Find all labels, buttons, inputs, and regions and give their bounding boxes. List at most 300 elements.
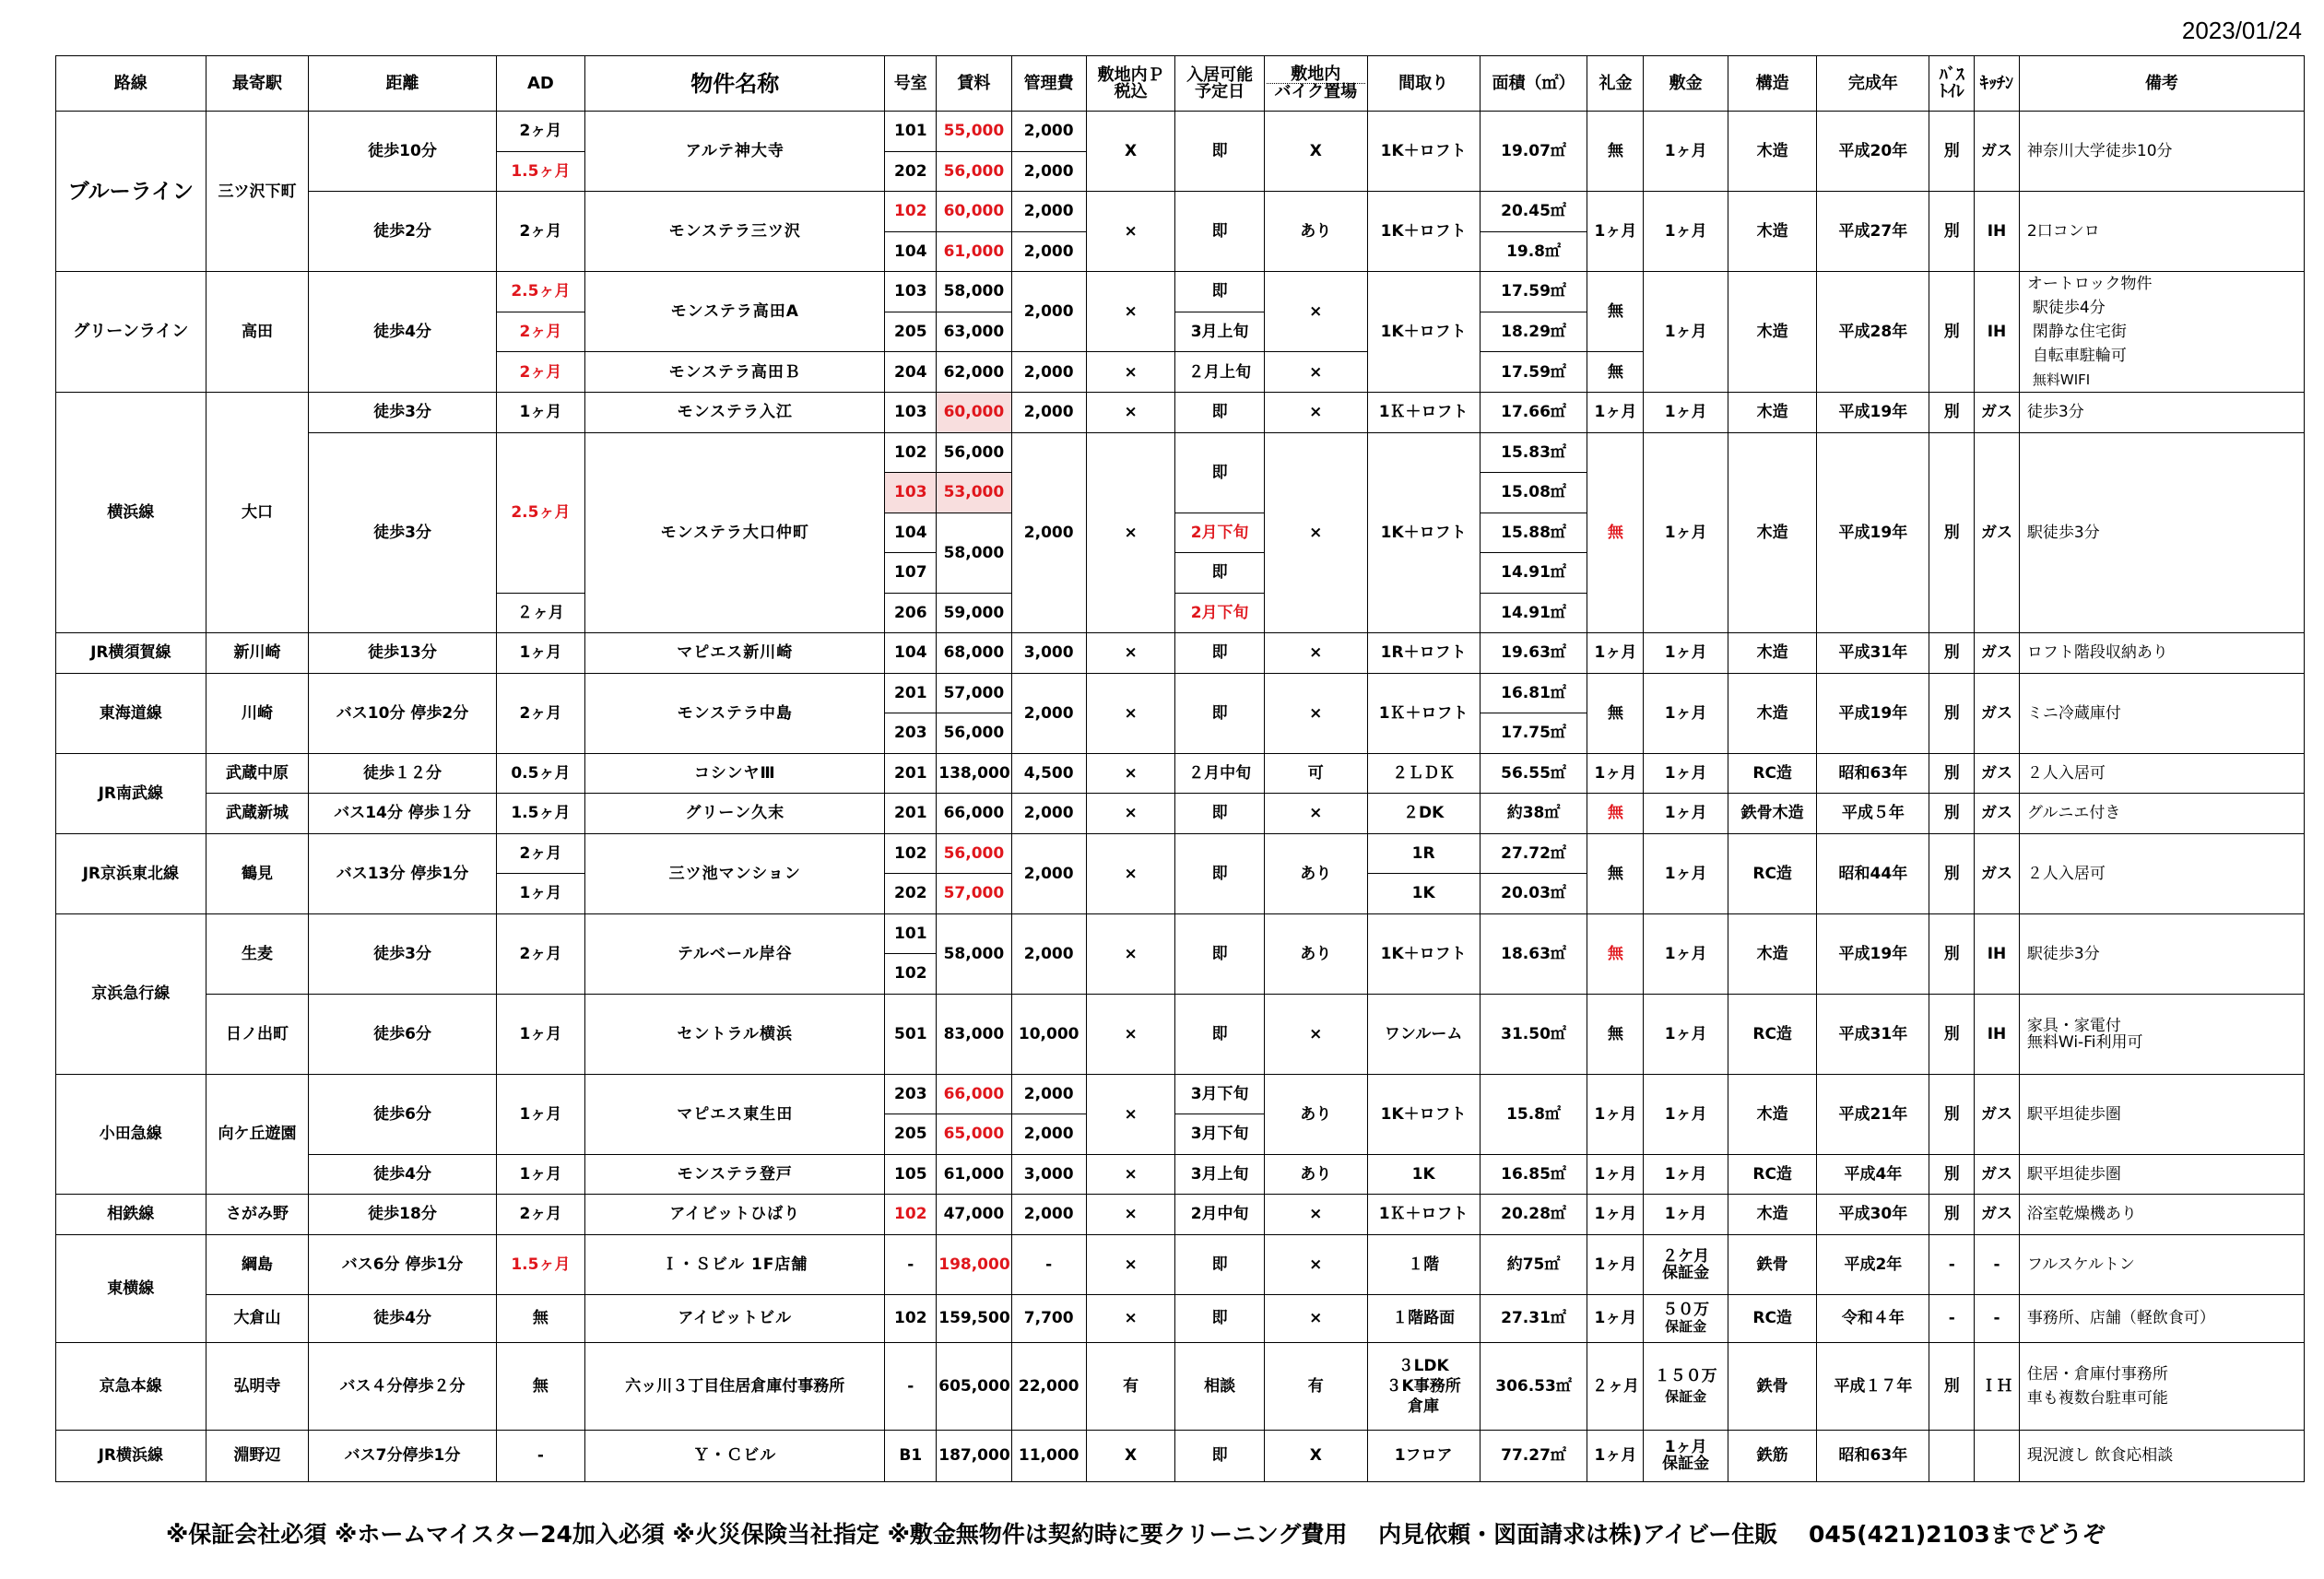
ad-cell: 2ヶ月 xyxy=(496,913,585,994)
distance-cell: 徒歩13分 xyxy=(309,633,496,674)
station-cell: 日ノ出町 xyxy=(206,994,309,1074)
move-in-cell: 即 xyxy=(1175,1234,1265,1294)
key-money-cell: 無 xyxy=(1587,112,1644,192)
key-money-cell: 1ヶ月 xyxy=(1587,1154,1644,1195)
parking-cell: X xyxy=(1086,112,1175,192)
ad-cell: 0.5ヶ月 xyxy=(496,753,585,794)
parking-cell: 有 xyxy=(1086,1342,1175,1430)
notes-cell: ２人入居可 xyxy=(2019,753,2304,794)
room-cell: - xyxy=(885,1234,937,1294)
deposit-cell: 1ヶ月 xyxy=(1644,994,1728,1074)
key-money-cell: 無 xyxy=(1587,272,1644,352)
distance-cell: 徒歩3分 xyxy=(309,393,496,433)
mgmt-cell: 2,000 xyxy=(1011,1114,1086,1155)
bath-cell: 別 xyxy=(1929,112,1975,192)
distance-cell: バス7分停歩1分 xyxy=(309,1430,496,1481)
bike-cell: × xyxy=(1264,1294,1367,1342)
built-cell: 令和４年 xyxy=(1817,1294,1929,1342)
layout-cell: 1Ｋ＋ロフト xyxy=(1367,673,1480,753)
move-in-cell: 3月上旬 xyxy=(1175,1154,1265,1195)
room-cell: 205 xyxy=(885,312,937,352)
rent-cell: 58,000 xyxy=(937,913,1011,994)
area-cell: 16.81㎡ xyxy=(1480,673,1587,713)
route-cell: JR横浜線 xyxy=(56,1430,206,1481)
footer-notes: ※保証会社必須 ※ホームマイスター24加入必須 ※火災保険当社指定 ※敷金無物件は契約時に要クリーニング費用 内見依頼・図面請求は株)アイビー住販 045(421)2103までどうぞ xyxy=(166,1521,2106,1548)
area-cell: 19.8㎡ xyxy=(1480,231,1587,272)
mgmt-cell: 2,000 xyxy=(1011,913,1086,994)
kitchen-cell: - xyxy=(1975,1234,2020,1294)
area-cell: 15.8㎡ xyxy=(1480,1074,1587,1154)
layout-cell: 1Ｋ＋ロフト xyxy=(1367,393,1480,433)
layout-cell: 1K＋ロフト xyxy=(1367,192,1480,272)
table-row xyxy=(56,1154,2305,1195)
rent-cell: 63,000 xyxy=(937,312,1011,352)
table-row xyxy=(56,1074,2305,1114)
area-cell: 20.03㎡ xyxy=(1480,874,1587,914)
room-cell: 104 xyxy=(885,231,937,272)
move-in-cell: ２月上旬 xyxy=(1175,352,1265,393)
kitchen-cell: ガス xyxy=(1975,1074,2020,1154)
station-cell: 大倉山 xyxy=(206,1294,309,1342)
distance-cell: 徒歩4分 xyxy=(309,272,496,393)
station-cell: 高田 xyxy=(206,272,309,393)
rent-cell: 83,000 xyxy=(937,994,1011,1074)
table-row xyxy=(56,833,2305,874)
property-name: コシンヤⅢ xyxy=(585,753,885,794)
move-in-cell: 2月中旬 xyxy=(1175,1195,1265,1235)
layout-cell: 1K＋ロフト xyxy=(1367,432,1480,633)
bike-cell: × xyxy=(1264,673,1367,753)
distance-cell: バス6分 停歩1分 xyxy=(309,1234,496,1294)
area-cell: 17.75㎡ xyxy=(1480,713,1587,754)
kitchen-cell: IH xyxy=(1975,192,2020,272)
key-money-cell: 1ヶ月 xyxy=(1587,1074,1644,1154)
room-cell: 102 xyxy=(885,432,937,473)
layout-cell: 1K＋ロフト xyxy=(1367,112,1480,192)
station-cell: 川崎 xyxy=(206,673,309,753)
bike-cell: 可 xyxy=(1264,753,1367,794)
ad-cell: 1.5ヶ月 xyxy=(496,151,585,192)
kitchen-cell: ＩＨ xyxy=(1975,1342,2020,1430)
kitchen-cell: ガス xyxy=(1975,794,2020,834)
table-row xyxy=(56,794,2305,834)
property-name: アイビットビル xyxy=(585,1294,885,1342)
structure-cell: 木造 xyxy=(1728,192,1817,272)
kitchen-cell: ガス xyxy=(1975,393,2020,433)
notes-cell: オートロック物件 駅徒歩4分 閑静な住宅街 自転車駐輪可 無料WIFI xyxy=(2019,272,2304,393)
room-cell: 205 xyxy=(885,1114,937,1155)
property-name: グリーン久末 xyxy=(585,794,885,834)
area-cell: 15.83㎡ xyxy=(1480,432,1587,473)
built-cell: 平成27年 xyxy=(1817,192,1929,272)
area-cell: 14.91㎡ xyxy=(1480,593,1587,633)
mgmt-cell: 11,000 xyxy=(1011,1430,1086,1481)
bath-cell xyxy=(1929,1430,1975,1481)
property-name: 六ッ川３丁目住居倉庫付事務所 xyxy=(585,1342,885,1430)
header-move-in: 入居可能 予定日 xyxy=(1175,56,1265,112)
notes-cell: 神奈川大学徒歩10分 xyxy=(2019,112,2304,192)
ad-cell: 1ヶ月 xyxy=(496,1154,585,1195)
ad-cell: 1ヶ月 xyxy=(496,874,585,914)
layout-cell: ３LDK ３K事務所 倉庫 xyxy=(1367,1342,1480,1430)
move-in-cell: 3月下旬 xyxy=(1175,1114,1265,1155)
mgmt-cell: 2,000 xyxy=(1011,112,1086,152)
bath-cell: 別 xyxy=(1929,1074,1975,1154)
room-cell: 202 xyxy=(885,874,937,914)
area-cell: 27.72㎡ xyxy=(1480,833,1587,874)
route-cell: 京浜急行線 xyxy=(56,913,206,1074)
area-cell: 77.27㎡ xyxy=(1480,1430,1587,1481)
distance-cell: バス13分 停歩1分 xyxy=(309,833,496,913)
move-in-cell: 即 xyxy=(1175,1430,1265,1481)
rent-cell: 59,000 xyxy=(937,593,1011,633)
bath-cell: 別 xyxy=(1929,1342,1975,1430)
structure-cell: 木造 xyxy=(1728,272,1817,393)
property-name: Ｙ・Ｃビル xyxy=(585,1430,885,1481)
table-row xyxy=(56,633,2305,674)
key-money-cell: 無 xyxy=(1587,913,1644,994)
header-key-money: 礼金 xyxy=(1587,56,1644,112)
key-money-cell: 無 xyxy=(1587,352,1644,393)
deposit-cell: 1ヶ月 xyxy=(1644,913,1728,994)
area-cell: 31.50㎡ xyxy=(1480,994,1587,1074)
structure-cell: 鉄骨 xyxy=(1728,1234,1817,1294)
move-in-cell: 即 xyxy=(1175,272,1265,312)
table-row xyxy=(56,1195,2305,1235)
area-cell: 約38㎡ xyxy=(1480,794,1587,834)
kitchen-cell: IH xyxy=(1975,272,2020,393)
structure-cell: RC造 xyxy=(1728,753,1817,794)
move-in-cell: ２月中旬 xyxy=(1175,753,1265,794)
structure-cell: 木造 xyxy=(1728,913,1817,994)
bath-cell: 別 xyxy=(1929,1154,1975,1195)
date-label: 2023/01/24 xyxy=(2181,17,2302,44)
notes-cell: 現況渡し 飲食応相談 xyxy=(2019,1430,2304,1481)
property-name: モンステラ入江 xyxy=(585,393,885,433)
room-cell: 202 xyxy=(885,151,937,192)
room-cell: 201 xyxy=(885,753,937,794)
table-row xyxy=(56,1234,2305,1294)
rent-cell: 57,000 xyxy=(937,874,1011,914)
route-cell: グリーンライン xyxy=(56,272,206,393)
header-notes: 備考 xyxy=(2019,56,2304,112)
table-row xyxy=(56,432,2305,473)
deposit-cell: 1ヶ月 xyxy=(1644,393,1728,433)
bath-cell: 別 xyxy=(1929,1195,1975,1235)
deposit-cell: ５０万 保証金 xyxy=(1644,1294,1728,1342)
structure-cell: 木造 xyxy=(1728,1195,1817,1235)
rent-cell: 55,000 xyxy=(937,112,1011,152)
table-row xyxy=(56,913,2305,954)
structure-cell: 木造 xyxy=(1728,1074,1817,1154)
ad-cell: - xyxy=(496,1430,585,1481)
move-in-cell: 即 xyxy=(1175,553,1265,594)
property-name: モンステラ登戸 xyxy=(585,1154,885,1195)
rent-cell: 58,000 xyxy=(937,513,1011,593)
move-in-cell: 即 xyxy=(1175,913,1265,994)
rent-cell: 198,000 xyxy=(937,1234,1011,1294)
route-cell: 相鉄線 xyxy=(56,1195,206,1235)
distance-cell: 徒歩2分 xyxy=(309,192,496,272)
table-row xyxy=(56,112,2305,152)
room-cell: 102 xyxy=(885,954,937,995)
distance-cell: バス４分停歩２分 xyxy=(309,1342,496,1430)
move-in-cell: 即 xyxy=(1175,192,1265,272)
move-in-cell: 2月下旬 xyxy=(1175,513,1265,553)
ad-cell: ２ヶ月 xyxy=(496,593,585,633)
key-money-cell: 1ヶ月 xyxy=(1587,393,1644,433)
distance-cell: バス14分 停歩１分 xyxy=(309,794,496,834)
notes-cell: 徒歩3分 xyxy=(2019,393,2304,433)
header-bath: ﾊﾞｽ ﾄｲﾚ xyxy=(1929,56,1975,112)
kitchen-cell: ガス xyxy=(1975,673,2020,753)
route-cell: 東横線 xyxy=(56,1234,206,1342)
mgmt-cell: 2,000 xyxy=(1011,393,1086,433)
bath-cell: 別 xyxy=(1929,913,1975,994)
property-name: マピエス新川崎 xyxy=(585,633,885,674)
move-in-cell: 即 xyxy=(1175,633,1265,674)
built-cell: 平成20年 xyxy=(1817,112,1929,192)
ad-cell: 2ヶ月 xyxy=(496,112,585,152)
route-cell: JR横須賀線 xyxy=(56,633,206,674)
parking-cell: × xyxy=(1086,1074,1175,1154)
rent-cell: 138,000 xyxy=(937,753,1011,794)
room-cell: 102 xyxy=(885,1195,937,1235)
built-cell: 平成31年 xyxy=(1817,633,1929,674)
deposit-cell: 1ヶ月 xyxy=(1644,1154,1728,1195)
bike-cell: あり xyxy=(1264,1154,1367,1195)
bike-cell: × xyxy=(1264,994,1367,1074)
distance-cell: 徒歩18分 xyxy=(309,1195,496,1235)
room-cell: 101 xyxy=(885,913,937,954)
structure-cell: 鉄筋 xyxy=(1728,1430,1817,1481)
ad-cell: 1ヶ月 xyxy=(496,1074,585,1154)
ad-cell: 1.5ヶ月 xyxy=(496,794,585,834)
ad-cell: 2ヶ月 xyxy=(496,192,585,272)
route-cell: 東海道線 xyxy=(56,673,206,753)
key-money-cell: 無 xyxy=(1587,794,1644,834)
room-cell: 101 xyxy=(885,112,937,152)
area-cell: 20.45㎡ xyxy=(1480,192,1587,232)
mgmt-cell: 2,000 xyxy=(1011,1195,1086,1235)
kitchen-cell xyxy=(1975,1430,2020,1481)
area-cell: 18.63㎡ xyxy=(1480,913,1587,994)
rent-cell: 56,000 xyxy=(937,151,1011,192)
room-cell: 206 xyxy=(885,593,937,633)
property-table xyxy=(55,55,2305,1482)
rent-cell: 187,000 xyxy=(937,1430,1011,1481)
ad-cell: 2.5ヶ月 xyxy=(496,432,585,593)
header-row xyxy=(56,56,2305,112)
layout-cell: 1K xyxy=(1367,874,1480,914)
rent-cell: 65,000 xyxy=(937,1114,1011,1155)
structure-cell: RC造 xyxy=(1728,1154,1817,1195)
area-cell: 18.29㎡ xyxy=(1480,312,1587,352)
bath-cell: 別 xyxy=(1929,393,1975,433)
move-in-cell: 即 xyxy=(1175,432,1265,513)
bath-cell: 別 xyxy=(1929,833,1975,913)
layout-cell: 1Ｋ＋ロフト xyxy=(1367,1195,1480,1235)
route-cell: JR南武線 xyxy=(56,753,206,833)
parking-cell: × xyxy=(1086,1154,1175,1195)
bath-cell: 別 xyxy=(1929,192,1975,272)
structure-cell: 鉄骨 xyxy=(1728,1342,1817,1430)
key-money-cell: 無 xyxy=(1587,994,1644,1074)
structure-cell: RC造 xyxy=(1728,833,1817,913)
room-cell: 105 xyxy=(885,1154,937,1195)
room-cell: - xyxy=(885,1342,937,1430)
deposit-cell: 1ヶ月 xyxy=(1644,794,1728,834)
built-cell: 平成19年 xyxy=(1817,393,1929,433)
move-in-cell: 即 xyxy=(1175,673,1265,753)
bath-cell: 別 xyxy=(1929,633,1975,674)
station-cell: 三ツ沢下町 xyxy=(206,112,309,272)
deposit-cell: ２ケ月 保証金 xyxy=(1644,1234,1728,1294)
rent-cell: 61,000 xyxy=(937,1154,1011,1195)
deposit-cell: 1ヶ月 保証金 xyxy=(1644,1430,1728,1481)
station-cell: さがみ野 xyxy=(206,1195,309,1235)
bike-cell: あり xyxy=(1264,1074,1367,1154)
built-cell: 平成１７年 xyxy=(1817,1342,1929,1430)
station-cell: 淵野辺 xyxy=(206,1430,309,1481)
notes-cell: 駅徒歩3分 xyxy=(2019,913,2304,994)
mgmt-cell: 3,000 xyxy=(1011,633,1086,674)
route-cell: ブルーライン xyxy=(56,112,206,272)
area-cell: 16.85㎡ xyxy=(1480,1154,1587,1195)
move-in-cell: 即 xyxy=(1175,393,1265,433)
rent-cell: 61,000 xyxy=(937,231,1011,272)
deposit-cell: 1ヶ月 xyxy=(1644,633,1728,674)
station-cell: 新川崎 xyxy=(206,633,309,674)
key-money-cell: 1ヶ月 xyxy=(1587,192,1644,272)
key-money-cell: 1ヶ月 xyxy=(1587,633,1644,674)
mgmt-cell: 2,000 xyxy=(1011,1074,1086,1114)
header-ad: AD xyxy=(496,56,585,112)
built-cell: 平成31年 xyxy=(1817,994,1929,1074)
header-route: 路線 xyxy=(56,56,206,112)
built-cell: 平成2年 xyxy=(1817,1234,1929,1294)
notes-cell: ミニ冷蔵庫付 xyxy=(2019,673,2304,753)
property-name: アイビットひばり xyxy=(585,1195,885,1235)
built-cell: 平成28年 xyxy=(1817,272,1929,393)
deposit-cell: 1ヶ月 xyxy=(1644,192,1728,272)
table-row xyxy=(56,994,2305,1034)
parking-cell: × xyxy=(1086,673,1175,753)
key-money-cell: 無 xyxy=(1587,673,1644,753)
room-cell: 104 xyxy=(885,513,937,553)
move-in-cell: 3月下旬 xyxy=(1175,1074,1265,1114)
mgmt-cell: 3,000 xyxy=(1011,1154,1086,1195)
rent-cell: 56,000 xyxy=(937,833,1011,874)
room-cell: 204 xyxy=(885,352,937,393)
area-cell: 17.59㎡ xyxy=(1480,272,1587,312)
built-cell: 平成4年 xyxy=(1817,1154,1929,1195)
distance-cell: 徒歩3分 xyxy=(309,913,496,994)
ad-cell: 無 xyxy=(496,1342,585,1430)
header-structure: 構造 xyxy=(1728,56,1817,112)
notes-cell: 駅平坦徒歩圏 xyxy=(2019,1074,2304,1154)
table-row xyxy=(56,1430,2305,1481)
room-cell: 501 xyxy=(885,994,937,1074)
built-cell: 昭和44年 xyxy=(1817,833,1929,913)
bike-cell: × xyxy=(1264,393,1367,433)
room-cell: 201 xyxy=(885,673,937,713)
move-in-cell: 2月下旬 xyxy=(1175,593,1265,633)
rent-cell: 56,000 xyxy=(937,432,1011,473)
station-cell: 大口 xyxy=(206,393,309,633)
bike-cell: × xyxy=(1264,432,1367,633)
rent-cell: 62,000 xyxy=(937,352,1011,393)
built-cell: 平成５年 xyxy=(1817,794,1929,834)
parking-cell: × xyxy=(1086,393,1175,433)
room-cell: 103 xyxy=(885,393,937,433)
layout-cell: 1K＋ロフト xyxy=(1367,1074,1480,1154)
header-deposit: 敷金 xyxy=(1644,56,1728,112)
key-money-cell: 無 xyxy=(1587,432,1644,633)
move-in-cell: 即 xyxy=(1175,833,1265,913)
header-station: 最寄駅 xyxy=(206,56,309,112)
layout-cell: 1フロア xyxy=(1367,1430,1480,1481)
ad-cell: 1.5ヶ月 xyxy=(496,1234,585,1294)
property-name: モンステラ中島 xyxy=(585,673,885,753)
structure-cell: RC造 xyxy=(1728,994,1817,1074)
deposit-cell: 1ヶ月 xyxy=(1644,272,1728,393)
rent-cell: 53,000 xyxy=(937,473,1011,513)
property-name: アルテ神大寺 xyxy=(585,112,885,192)
mgmt-cell: - xyxy=(1011,1234,1086,1294)
ad-cell: 2ヶ月 xyxy=(496,352,585,393)
ad-cell: 2ヶ月 xyxy=(496,1195,585,1235)
kitchen-cell: - xyxy=(1975,1294,2020,1342)
bike-cell: あり xyxy=(1264,833,1367,913)
ad-cell: 無 xyxy=(496,1294,585,1342)
structure-cell: 木造 xyxy=(1728,432,1817,633)
bike-cell: あり xyxy=(1264,913,1367,994)
deposit-cell: 1ヶ月 xyxy=(1644,1195,1728,1235)
area-cell: 14.91㎡ xyxy=(1480,553,1587,594)
rent-cell: 605,000 xyxy=(937,1342,1011,1430)
station-cell: 武蔵新城 xyxy=(206,794,309,834)
property-name: Ｉ・Ｓビル 1F店舗 xyxy=(585,1234,885,1294)
layout-cell: ワンルーム xyxy=(1367,994,1480,1074)
ad-cell: 2ヶ月 xyxy=(496,833,585,874)
table-row xyxy=(56,272,2305,312)
move-in-cell: 即 xyxy=(1175,994,1265,1074)
bike-cell: × xyxy=(1264,352,1367,393)
distance-cell: 徒歩3分 xyxy=(309,432,496,633)
mgmt-cell: 22,000 xyxy=(1011,1342,1086,1430)
structure-cell: 鉄骨木造 xyxy=(1728,794,1817,834)
parking-cell: × xyxy=(1086,633,1175,674)
rent-cell: 58,000 xyxy=(937,272,1011,312)
move-in-cell: 相談 xyxy=(1175,1342,1265,1430)
parking-cell: × xyxy=(1086,1294,1175,1342)
kitchen-cell: IH xyxy=(1975,994,2020,1074)
key-money-cell: 1ヶ月 xyxy=(1587,1294,1644,1342)
bike-cell: × xyxy=(1264,794,1367,834)
mgmt-cell: 2,000 xyxy=(1011,192,1086,232)
key-money-cell: 1ヶ月 xyxy=(1587,1430,1644,1481)
room-cell: 103 xyxy=(885,272,937,312)
mgmt-cell: 2,000 xyxy=(1011,794,1086,834)
kitchen-cell: IH xyxy=(1975,913,2020,994)
notes-cell: 駅平坦徒歩圏 xyxy=(2019,1154,2304,1195)
rent-cell: 66,000 xyxy=(937,794,1011,834)
rent-cell: 57,000 xyxy=(937,673,1011,713)
parking-cell: × xyxy=(1086,994,1175,1074)
property-name: セントラル横浜 xyxy=(585,994,885,1074)
route-cell: 横浜線 xyxy=(56,393,206,633)
